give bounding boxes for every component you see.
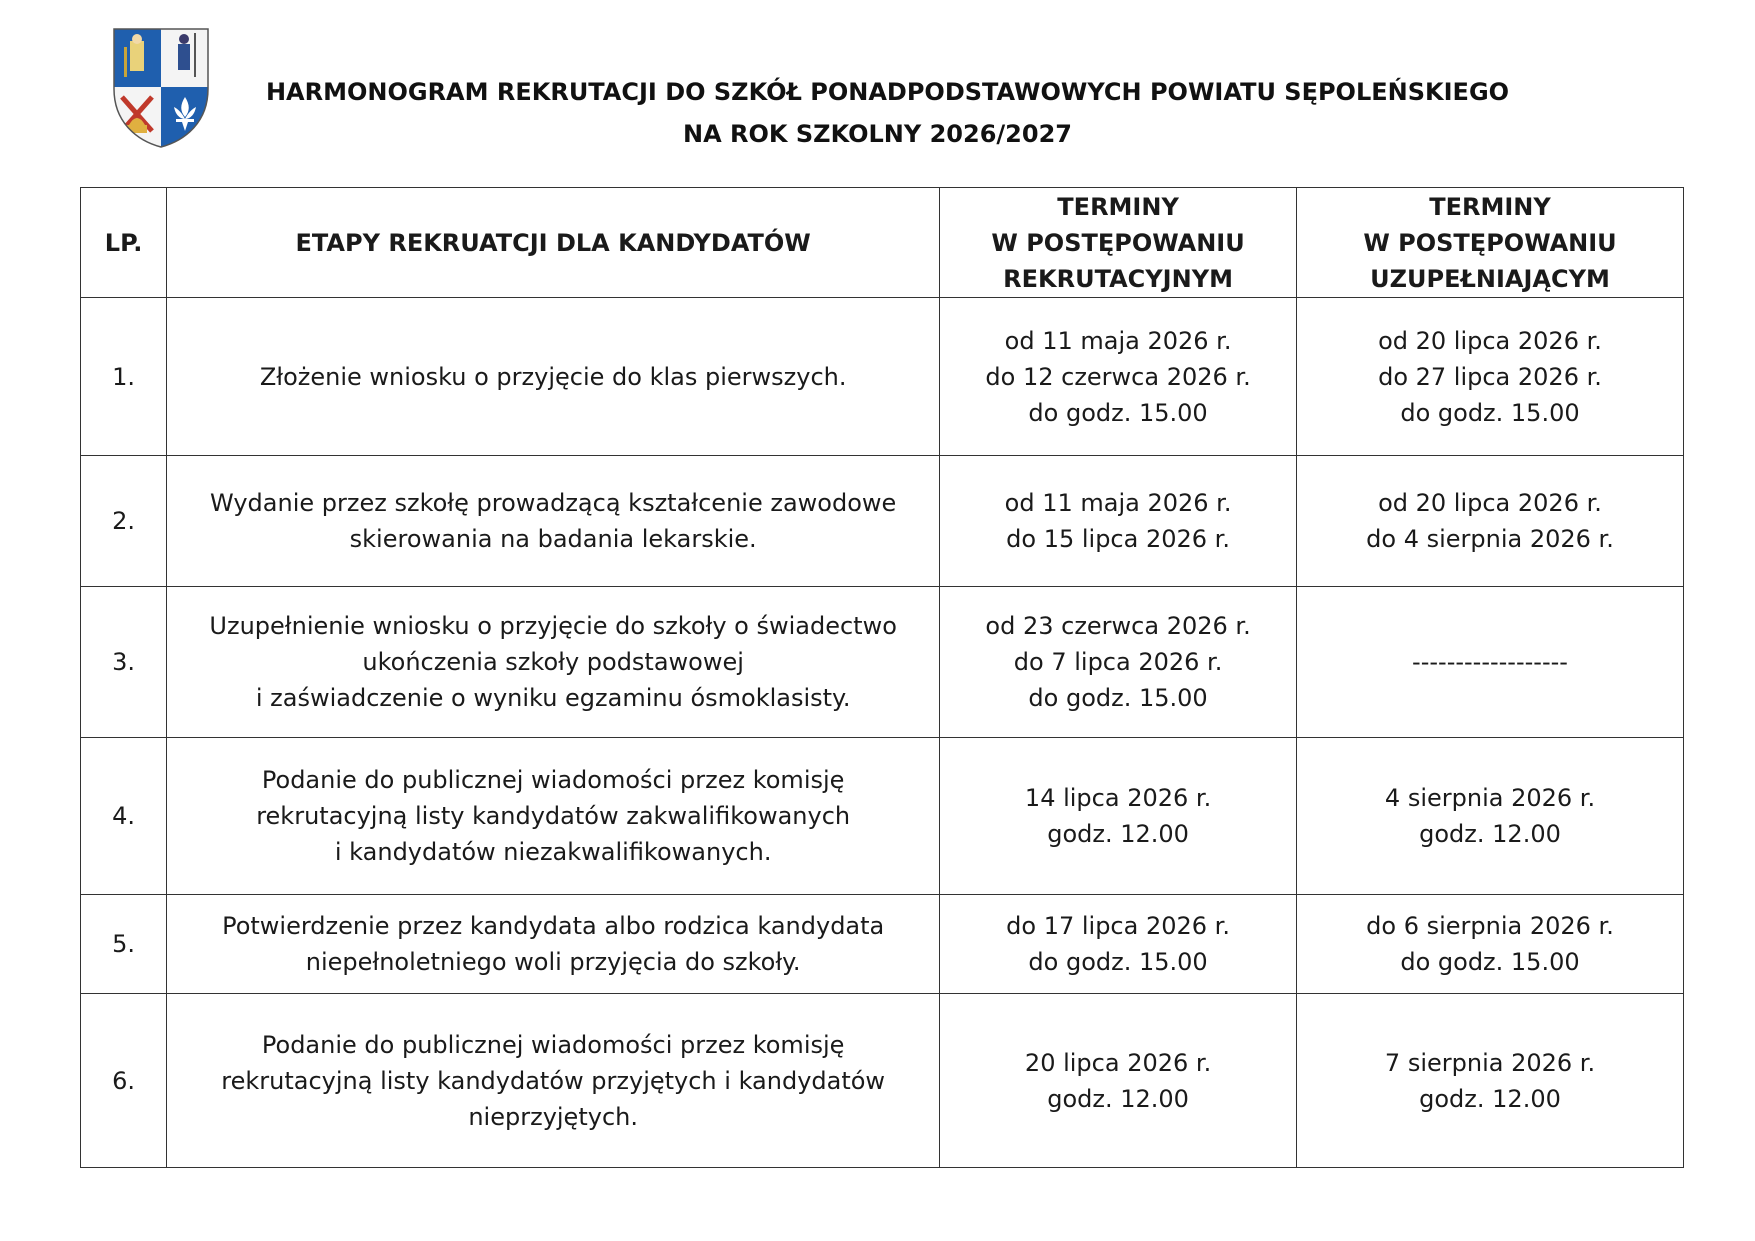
- header-terms-supplementary: TERMINY W POSTĘPOWANIU UZUPEŁNIAJĄCYM: [1297, 188, 1684, 298]
- header-lp: LP.: [81, 188, 167, 298]
- document-title: HARMONOGRAM REKRUTACJI DO SZKÓŁ PONADPODSTAWOWYCH POWIATU SĘPOLEŃSKIEGO: [265, 78, 1510, 106]
- table-row: [81, 456, 1684, 587]
- row-number: 5.: [81, 895, 167, 994]
- document-subtitle: NA ROK SZKOLNY 2026/2027: [683, 120, 1072, 148]
- supplementary-term-cell: do 6 sierpnia 2026 r. do godz. 15.00: [1297, 895, 1684, 994]
- recruitment-term-cell: 20 lipca 2026 r. godz. 12.00: [940, 994, 1297, 1168]
- recruitment-term-cell: 14 lipca 2026 r. godz. 12.00: [940, 738, 1297, 895]
- table-header-row: [81, 188, 1684, 298]
- stage-cell: Wydanie przez szkołę prowadzącą kształcenie zawodowe skierowania na badania lekarskie.: [167, 456, 940, 587]
- header-stages: ETAPY REKRUATCJI DLA KANDYDATÓW: [167, 188, 940, 298]
- table-row: [81, 738, 1684, 895]
- row-number: 2.: [81, 456, 167, 587]
- recruitment-term-cell: do 17 lipca 2026 r. do godz. 15.00: [940, 895, 1297, 994]
- header-terms-recruitment: TERMINY W POSTĘPOWANIU REKRUTACYJNYM: [940, 188, 1297, 298]
- recruitment-schedule-table: [80, 187, 1684, 1168]
- stage-cell: Złożenie wniosku o przyjęcie do klas pierwszych.: [167, 298, 940, 456]
- row-number: 4.: [81, 738, 167, 895]
- stage-cell: Podanie do publicznej wiadomości przez komisję rekrutacyjną listy kandydatów zakwalifikowanych i kandydatów niezakwalifikowanych.: [167, 738, 940, 895]
- supplementary-term-cell: 4 sierpnia 2026 r. godz. 12.00: [1297, 738, 1684, 895]
- stage-cell: Potwierdzenie przez kandydata albo rodzica kandydata niepełnoletniego woli przyjęcia do szkoły.: [167, 895, 940, 994]
- row-number: 6.: [81, 994, 167, 1168]
- row-number: 1.: [81, 298, 167, 456]
- table-row: [81, 298, 1684, 456]
- stage-cell: Podanie do publicznej wiadomości przez komisję rekrutacyjną listy kandydatów przyjętych i kandydatów nieprzyjętych.: [167, 994, 940, 1168]
- supplementary-term-cell: od 20 lipca 2026 r. do 4 sierpnia 2026 r.: [1297, 456, 1684, 587]
- recruitment-term-cell: od 23 czerwca 2026 r. do 7 lipca 2026 r. do godz. 15.00: [940, 587, 1297, 738]
- table-row: [81, 994, 1684, 1168]
- row-number: 3.: [81, 587, 167, 738]
- table-row: [81, 587, 1684, 738]
- table-row: [81, 895, 1684, 994]
- supplementary-term-cell: od 20 lipca 2026 r. do 27 lipca 2026 r. do godz. 15.00: [1297, 298, 1684, 456]
- supplementary-term-cell: 7 sierpnia 2026 r. godz. 12.00: [1297, 994, 1684, 1168]
- recruitment-term-cell: od 11 maja 2026 r. do 12 czerwca 2026 r. do godz. 15.00: [940, 298, 1297, 456]
- supplementary-term-cell: ------------------: [1297, 587, 1684, 738]
- recruitment-term-cell: od 11 maja 2026 r. do 15 lipca 2026 r.: [940, 456, 1297, 587]
- stage-cell: Uzupełnienie wniosku o przyjęcie do szkoły o świadectwo ukończenia szkoły podstawowej i zaświadczenie o wyniku egzaminu ósmoklasisty.: [167, 587, 940, 738]
